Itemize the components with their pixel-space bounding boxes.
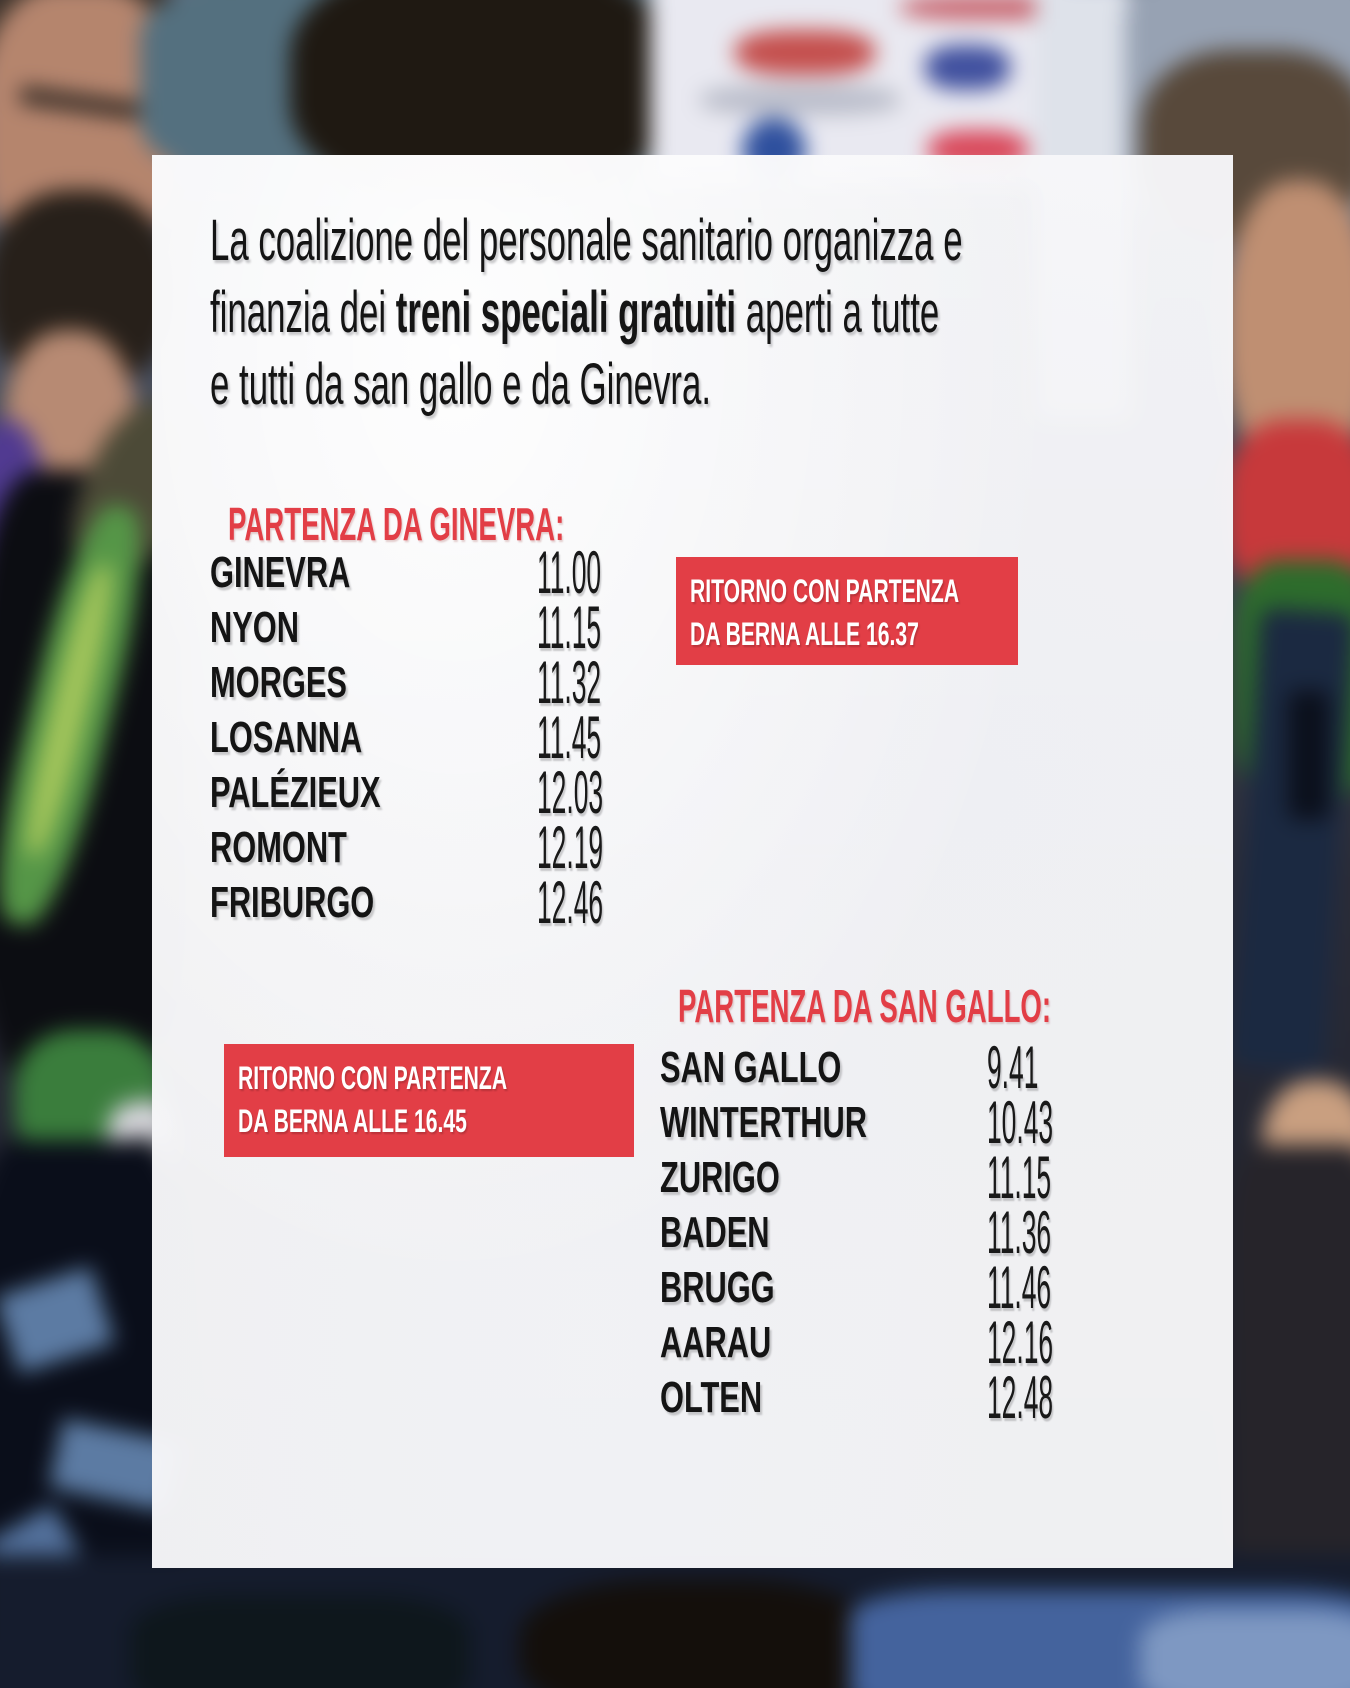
departure-time: 12.19 [537,814,604,881]
san-gallo-section-heading: PARTENZA DA SAN GALLO: [678,980,1052,1032]
table-row [660,1199,1350,1266]
table-row [210,814,970,881]
intro-line-1-text: La coalizione del personale sanitario organizza e [210,208,963,273]
return-box-line-1: RITORNO CON PARTENZA [690,573,960,609]
photo-blob [520,1580,880,1688]
departure-time: 10.43 [987,1089,1054,1156]
departure-time: 12.48 [987,1364,1054,1431]
poster-logo-shape [925,45,1010,90]
geneva-section-heading: PARTENZA DA GINEVRA: [228,498,565,550]
intro-line-2-pre: finanzia dei [210,280,396,345]
departure-time: 11.32 [537,649,602,716]
intro-line-3 [210,349,1350,421]
intro-line-2 [210,277,1350,349]
station-name: NYON [210,603,299,652]
departure-time: 12.16 [987,1309,1054,1376]
station-name: PALÉZIEUX [210,768,381,817]
photo-blob [130,1595,470,1688]
return-box-line-2: DA BERNA ALLE 16.45 [238,1103,467,1139]
intro-text [210,205,1350,421]
departure-time: 9.41 [987,1034,1039,1101]
station-name: BADEN [660,1208,770,1257]
return-info-box-san-gallo [224,1044,634,1157]
phone-camera-shape [1288,690,1330,820]
station-name: LOSANNA [210,713,363,762]
station-name: OLTEN [660,1373,763,1422]
departure-time: 11.15 [537,594,602,661]
station-name: AARAU [660,1318,772,1367]
intro-line-2-post: aperti a tutte [736,280,940,345]
table-row [210,704,970,771]
info-card [152,155,1233,1568]
return-info-box-geneva [676,557,1018,665]
station-name: ROMONT [210,823,347,872]
station-name: GINEVRA [210,548,351,597]
table-row [660,1254,1350,1321]
table-row [660,1089,1350,1156]
table-row [660,1309,1350,1376]
table-row [660,1364,1350,1431]
intro-line-3-text: e tutti da san gallo e da Ginevra. [210,352,712,417]
table-row [660,1144,1350,1211]
station-name: WINTERTHUR [660,1098,868,1147]
table-row [210,759,970,826]
return-box-line-2: DA BERNA ALLE 16.37 [690,616,919,652]
departure-time: 12.03 [537,759,604,826]
poster-logo-shape [735,30,875,75]
departure-time: 11.00 [537,539,602,606]
station-name: SAN GALLO [660,1043,842,1092]
departure-time: 11.36 [987,1199,1052,1266]
departure-time: 12.46 [537,869,604,936]
intro-line-1 [210,205,1350,277]
departure-time: 11.15 [987,1144,1052,1211]
departure-time: 11.46 [987,1254,1052,1321]
photo-blob [1140,1610,1350,1688]
table-row [660,1034,1350,1101]
return-box-line-1: RITORNO CON PARTENZA [238,1060,508,1096]
san-gallo-timetable [660,1034,1350,1431]
table-row [210,869,970,936]
intro-line-2-bold: treni speciali gratuiti [395,280,737,345]
station-name: MORGES [210,658,347,707]
station-name: FRIBURGO [210,878,375,927]
station-name: ZURIGO [660,1153,780,1202]
departure-time: 11.45 [537,704,602,771]
poster-logo-shape [700,85,900,115]
station-name: BRUGG [660,1263,775,1312]
